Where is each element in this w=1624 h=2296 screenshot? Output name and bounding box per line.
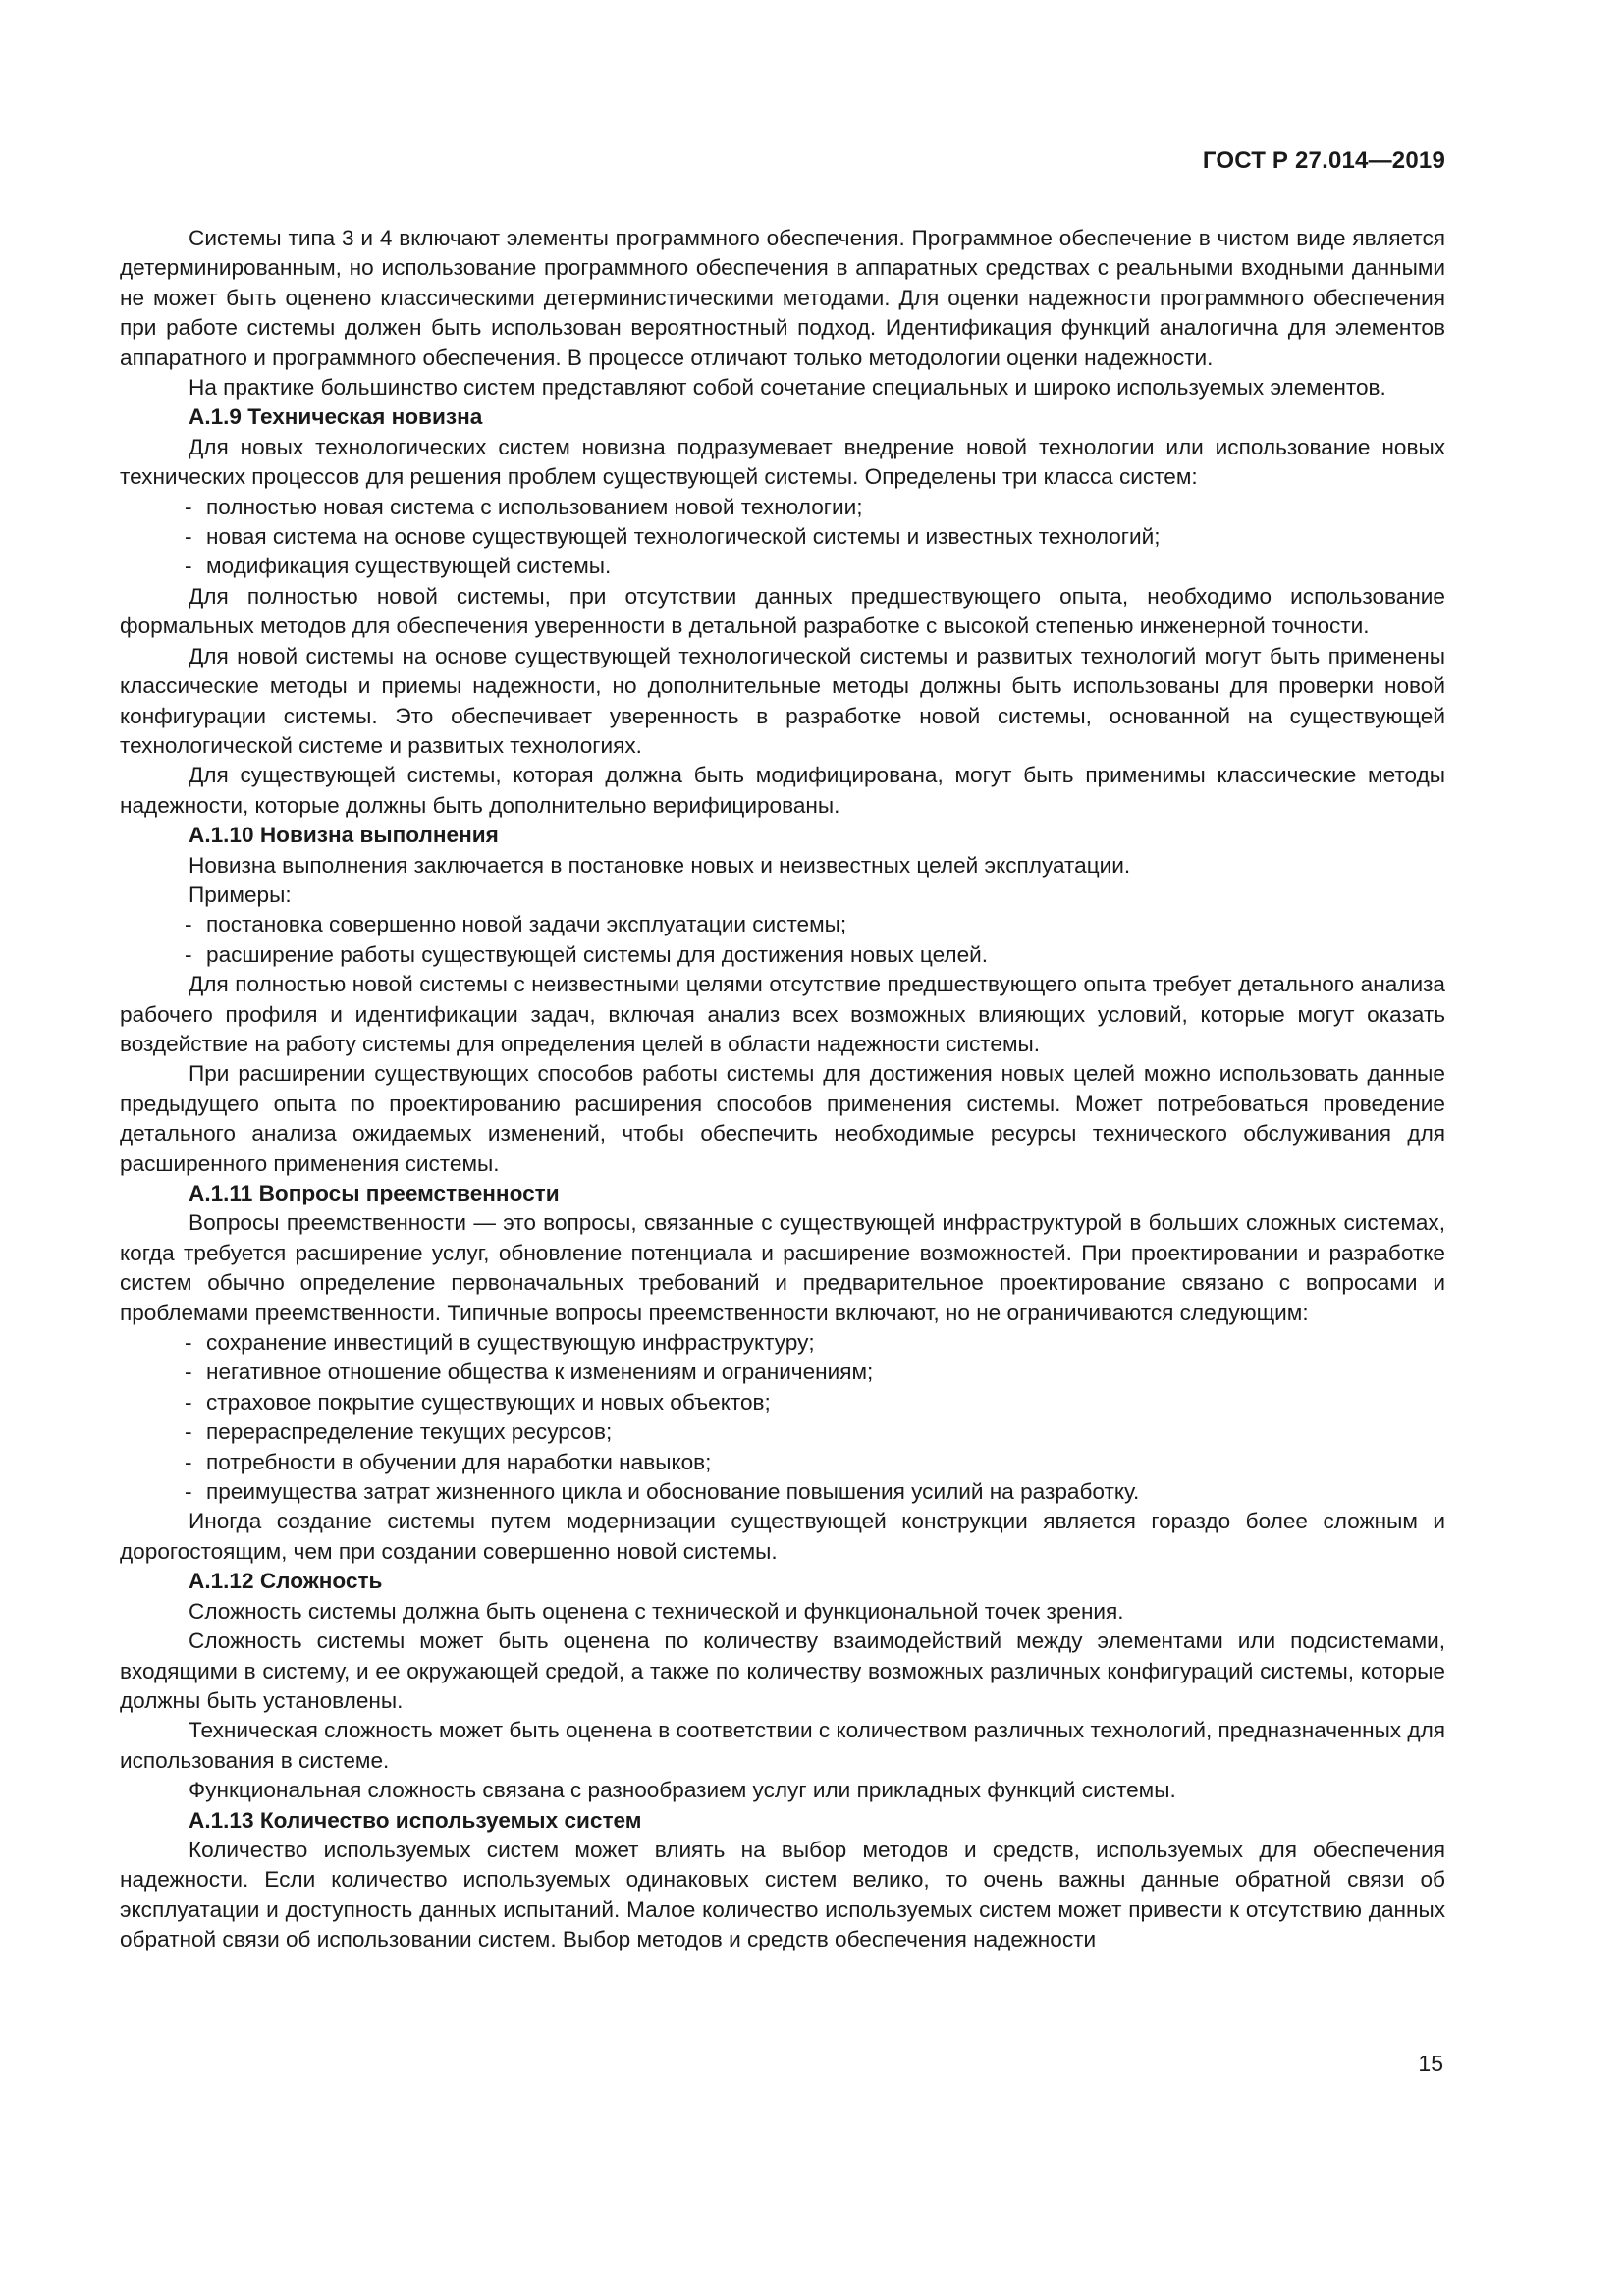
- list-item-text: полностью новая система с использованием новой технологии;: [206, 494, 863, 519]
- bullet-list: [120, 910, 1445, 970]
- paragraph: Сложность системы может быть оценена по количеству взаимодействий между элементами или подсистемами, входящими в систему, и ее окружающей средой, а также по количеству возможных различных конфигураций системы, которые должны быть установлены.: [120, 1629, 1445, 1713]
- list-item-text: негативное отношение общества к изменениям и ограничениям;: [206, 1360, 874, 1385]
- list-item: [120, 1448, 1445, 1477]
- list-item-text: сохранение инвестиций в существующую инфраструктуру;: [206, 1330, 815, 1356]
- paragraph: Примеры:: [189, 881, 292, 907]
- bullet-list: [120, 493, 1445, 582]
- list-item: [120, 1328, 1445, 1358]
- list-item-text: постановка совершенно новой задачи эксплуатации системы;: [206, 912, 847, 937]
- document-header: ГОСТ Р 27.014—2019: [1202, 147, 1445, 174]
- list-item-text: модификация существующей системы.: [206, 554, 612, 579]
- list-item: [120, 552, 1445, 581]
- paragraph: Для новой системы на основе существующей технологической системы и развитых технологий могут быть применены классические методы и приемы надежности, но дополнительные методы должны быть использованы для проверки новой конфигурации системы. Это обеспечивает уверенность в разработке новой системы, основанной на существующей технологической системе и развитых технологиях.: [120, 643, 1445, 758]
- list-item: [120, 1417, 1445, 1447]
- list-item-text: преимущества затрат жизненного цикла и обоснование повышения усилий на разработку.: [206, 1479, 1140, 1505]
- section-heading-a19: А.1.9 Техническая новизна: [189, 404, 483, 430]
- paragraph: Иногда создание системы путем модернизации существующей конструкции является гораздо более сложным и дорогостоящим, чем при создании совершенно новой системы.: [120, 1509, 1445, 1564]
- bullet-list: [120, 1328, 1445, 1507]
- section-heading-a111: А.1.11 Вопросы преемственности: [189, 1181, 560, 1205]
- list-item: [120, 1477, 1445, 1507]
- paragraph: Для существующей системы, которая должна быть модифицирована, могут быть применимы классические методы надежности, которые должны быть дополнительно верифицированы.: [120, 763, 1445, 818]
- list-item-text: расширение работы существующей системы для достижения новых целей.: [206, 941, 989, 967]
- paragraph: Техническая сложность может быть оценена в соответствии с количеством различных технологий, предназначенных для использования в системе.: [120, 1718, 1445, 1773]
- section-heading-a110: А.1.10 Новизна выполнения: [189, 823, 499, 848]
- document-body: [120, 224, 1445, 1955]
- paragraph: Для полностью новой системы с неизвестными целями отсутствие предшествующего опыта требует детального анализа рабочего профиля и идентификации задач, включая анализ всех возможных влияющих условий, которые могут оказать воздействие на работу системы для определения целей в области надежности системы.: [120, 972, 1445, 1056]
- list-item-text: перераспределение текущих ресурсов;: [206, 1419, 613, 1445]
- paragraph: Сложность системы должна быть оценена с технической и функциональной точек зрения.: [189, 1598, 1124, 1624]
- list-item: [120, 1358, 1445, 1387]
- list-item: [120, 1388, 1445, 1417]
- list-item-text: новая система на основе существующей технологической системы и известных технологий;: [206, 524, 1161, 550]
- paragraph: При расширении существующих способов работы системы для достижения новых целей можно использовать данные предыдущего опыта по проектированию расширения способов применения системы. Может потребоваться проведение детального анализа ожидаемых изменений, чтобы обеспечить необходимые ресурсы технического обслуживания для расширенного применения системы.: [120, 1061, 1445, 1176]
- list-item-text: страховое покрытие существующих и новых объектов;: [206, 1389, 771, 1415]
- section-heading-a112: А.1.12 Сложность: [189, 1569, 383, 1594]
- list-item: [120, 910, 1445, 939]
- list-item-text: потребности в обучении для наработки навыков;: [206, 1449, 712, 1474]
- list-item: [120, 493, 1445, 522]
- paragraph: Вопросы преемственности — это вопросы, связанные с существующей инфраструктурой в больших сложных системах, когда требуется расширение услуг, обновление потенциала и расширение возможностей. При проектировании и разработке систем обычно определение первоначальных требований и предварительное проектирование связано с вопросами и проблемами преемственности. Типичные вопросы преемственности включают, но не ограничиваются следующим:: [120, 1210, 1445, 1325]
- section-heading-a113: А.1.13 Количество используемых систем: [189, 1807, 642, 1833]
- page-number: 15: [1418, 2051, 1443, 2076]
- paragraph: Системы типа 3 и 4 включают элементы программного обеспечения. Программное обеспечение в чистом виде является детерминированным, но использование программного обеспечения в аппаратных средствах с реальными входными данными не может быть оценено классическими детерминистическими методами. Для оценки надежности программного обеспечения при работе системы должен быть использован вероятностный подход. Идентификация функций аналогична для элементов аппаратного и программного обеспечения. В процессе отличают только методологии оценки надежности.: [120, 226, 1445, 370]
- list-item: [120, 940, 1445, 970]
- paragraph: Функциональная сложность связана с разнообразием услуг или прикладных функций системы.: [189, 1778, 1176, 1803]
- paragraph: На практике большинство систем представляют собой сочетание специальных и широко используемых элементов.: [189, 375, 1386, 400]
- list-item: [120, 522, 1445, 552]
- paragraph: Для полностью новой системы, при отсутствии данных предшествующего опыта, необходимо использование формальных методов для обеспечения уверенности в детальной разработке с высокой степенью инженерной точности.: [120, 583, 1445, 639]
- paragraph: Количество используемых систем может влиять на выбор методов и средств, используемых для обеспечения надежности. Если количество используемых одинаковых систем велико, то очень важны данные обратной связи об эксплуатации и доступность данных испытаний. Малое количество используемых систем может привести к отсутствию данных обратной связи об использовании систем. Выбор методов и средств обеспечения надежности: [120, 1837, 1445, 1952]
- paragraph: Новизна выполнения заключается в постановке новых и неизвестных целей эксплуатации.: [189, 852, 1131, 878]
- paragraph: Для новых технологических систем новизна подразумевает внедрение новой технологии или использование новых технических процессов для решения проблем существующей системы. Определены три класса систем:: [120, 434, 1445, 490]
